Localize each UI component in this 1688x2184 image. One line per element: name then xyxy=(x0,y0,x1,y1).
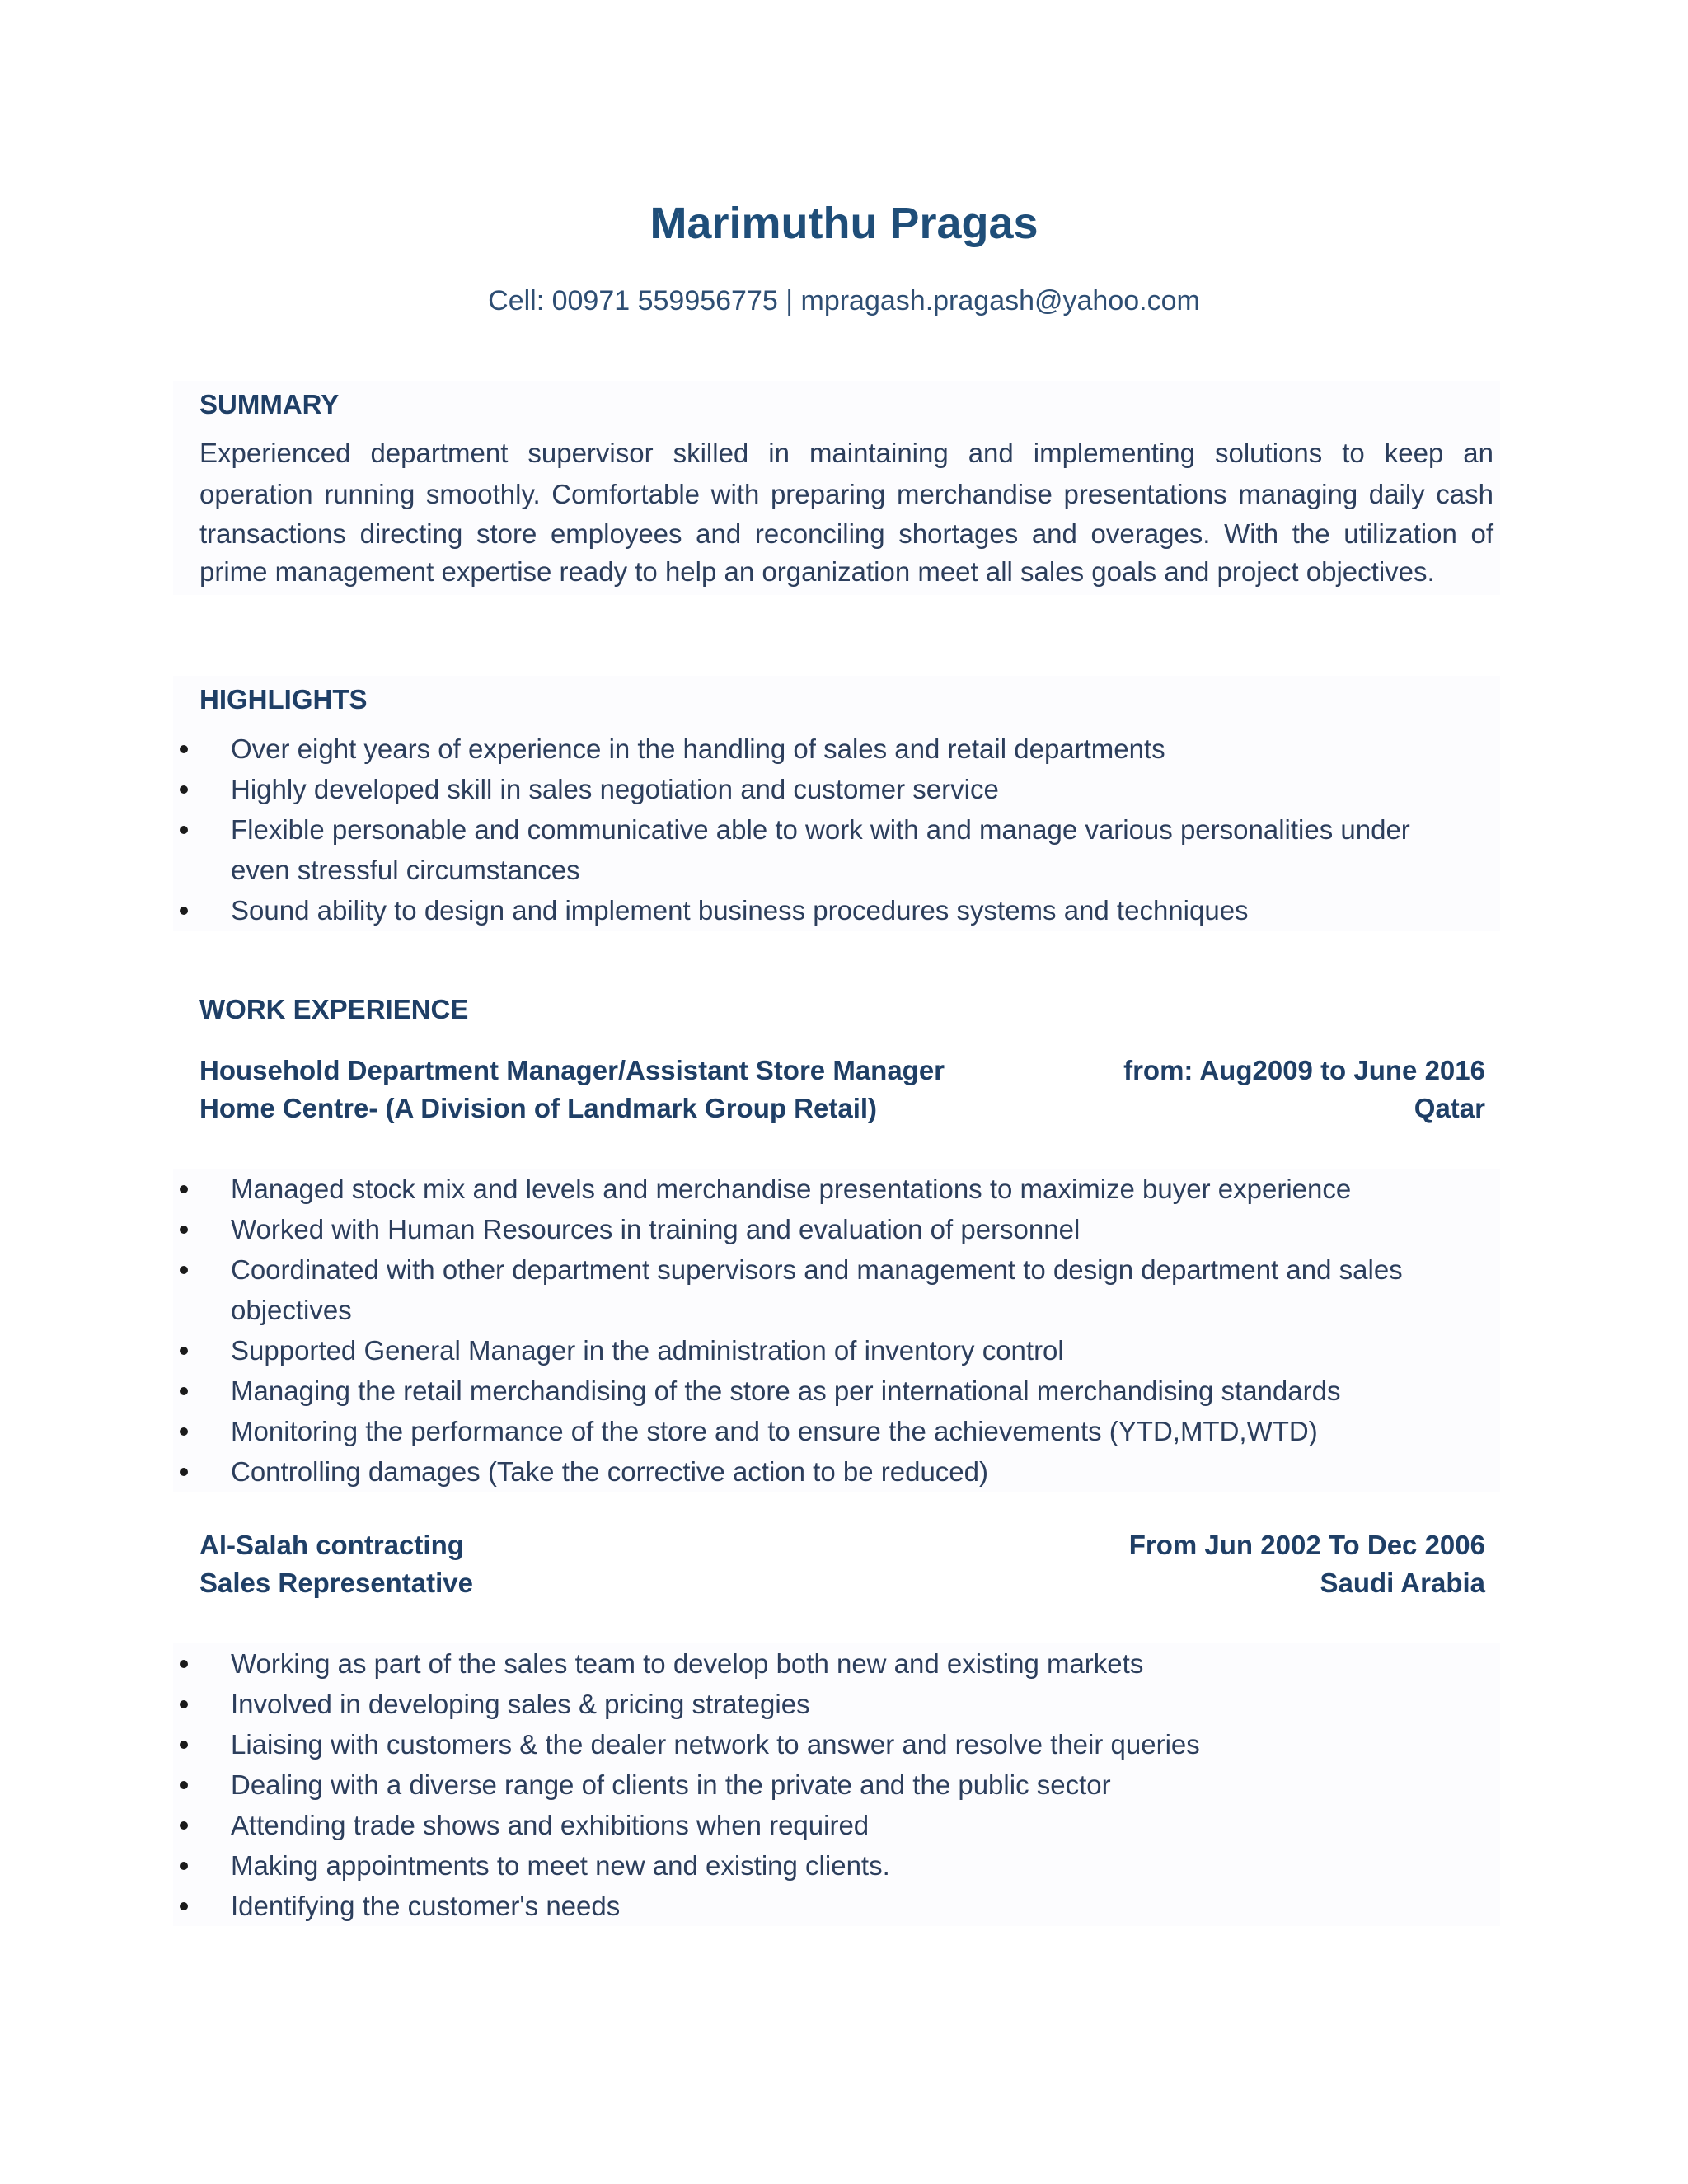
job-1-company-line xyxy=(199,1093,1485,1124)
list-item-text: Managed stock mix and levels and merchandise presentations to maximize buyer experience xyxy=(231,1174,1352,1204)
list-item-text: Dealing with a diverse range of clients in the private and the public sector xyxy=(231,1769,1111,1800)
list-item-text: objectives xyxy=(231,1295,352,1325)
list-item-text: Attending trade shows and exhibitions when required xyxy=(231,1810,870,1840)
job-company: Sales Representative xyxy=(199,1568,474,1598)
highlights-section xyxy=(173,676,1500,931)
list-item-continuation xyxy=(173,1290,1500,1330)
list-item xyxy=(173,1643,1500,1684)
job-location: Qatar xyxy=(1414,1093,1485,1123)
list-item-text: Managing the retail merchandising of the store as per international merchandising standards xyxy=(231,1376,1341,1406)
bullet-icon xyxy=(180,1700,188,1708)
list-item-text: Making appointments to meet new and existing clients. xyxy=(231,1850,890,1881)
list-item xyxy=(173,1169,1500,1209)
list-item-text: Worked with Human Resources in training and evaluation of personnel xyxy=(231,1214,1081,1244)
list-item-text: Supported General Manager in the administration of inventory control xyxy=(231,1335,1064,1366)
bullet-icon xyxy=(180,1902,188,1910)
list-item xyxy=(173,769,1500,809)
summary-line: transactions directing store employees and reconciling shortages and overages. With the utilization of xyxy=(199,518,1493,549)
list-item xyxy=(173,890,1500,930)
bullet-icon xyxy=(180,745,188,753)
list-item xyxy=(173,1845,1500,1886)
bullet-icon xyxy=(180,1347,188,1355)
list-item xyxy=(173,729,1500,769)
work-title: WORK EXPERIENCE xyxy=(199,994,469,1024)
work-section xyxy=(173,986,1500,1933)
job-1-role-line xyxy=(199,1055,1485,1086)
bullet-icon xyxy=(180,1266,188,1274)
list-item-text: Coordinated with other department supervisors and management to design department and sales xyxy=(231,1254,1403,1285)
list-item xyxy=(173,1765,1500,1805)
list-item-text: Over eight years of experience in the handling of sales and retail departments xyxy=(231,733,1165,764)
list-item xyxy=(173,1724,1500,1765)
list-item xyxy=(173,1684,1500,1724)
list-item-continuation xyxy=(173,850,1500,890)
list-item-text: even stressful circumstances xyxy=(231,855,580,885)
job-1-bullets xyxy=(173,1169,1500,1492)
list-item-text: Controlling damages (Take the corrective action to be reduced) xyxy=(231,1456,988,1487)
job-company: Home Centre- (A Division of Landmark Group Retail) xyxy=(199,1093,878,1123)
summary-line: Experienced department supervisor skilled in maintaining and implementing solutions to keep an xyxy=(199,438,1493,468)
bullet-icon xyxy=(180,1427,188,1436)
summary-line: operation running smoothly. Comfortable with preparing merchandise presentations managing daily cash xyxy=(199,479,1493,509)
bullet-icon xyxy=(180,826,188,834)
highlights-list xyxy=(173,729,1500,930)
summary-section xyxy=(173,381,1500,595)
list-item-text: Involved in developing sales & pricing strategies xyxy=(231,1689,810,1719)
summary-title: SUMMARY xyxy=(199,389,340,419)
bullet-icon xyxy=(180,785,188,794)
list-item xyxy=(173,1371,1500,1411)
list-item xyxy=(173,1249,1500,1290)
bullet-icon xyxy=(180,1185,188,1193)
bullet-icon xyxy=(180,1741,188,1749)
job-dates: from: Aug2009 to June 2016 xyxy=(1123,1055,1485,1085)
list-item xyxy=(173,1805,1500,1845)
candidate-name: Marimuthu Pragas xyxy=(649,199,1039,248)
bullet-icon xyxy=(180,1781,188,1789)
bullet-icon xyxy=(180,1660,188,1668)
contact-line: Cell: 00971 559956775 | mpragash.pragash@yahoo.com xyxy=(488,285,1200,316)
list-item-text: Liaising with customers & the dealer network to answer and resolve their queries xyxy=(231,1729,1200,1760)
job-2-role-line xyxy=(199,1530,1485,1561)
list-item xyxy=(173,1330,1500,1371)
list-item-text: Highly developed skill in sales negotiation and customer service xyxy=(231,774,999,804)
list-item-text: Working as part of the sales team to develop both new and existing markets xyxy=(231,1648,1144,1679)
bullet-icon xyxy=(180,1468,188,1476)
list-item xyxy=(173,1209,1500,1249)
list-item xyxy=(173,1411,1500,1451)
bullet-icon xyxy=(180,1862,188,1870)
job-2-company-line xyxy=(199,1568,1485,1599)
job-dates: From Jun 2002 To Dec 2006 xyxy=(1128,1530,1485,1560)
bullet-icon xyxy=(180,1821,188,1830)
bullet-icon xyxy=(180,907,188,915)
highlights-title: HIGHLIGHTS xyxy=(199,684,368,715)
list-item-text: Identifying the customer's needs xyxy=(231,1891,621,1921)
summary-line: prime management expertise ready to help an organization meet all sales goals and project objectives. xyxy=(199,556,1435,587)
bullet-icon xyxy=(180,1387,188,1395)
bullet-icon xyxy=(180,1226,188,1234)
list-item xyxy=(173,1451,1500,1492)
list-item-text: Sound ability to design and implement business procedures systems and techniques xyxy=(231,895,1249,926)
list-item xyxy=(173,1886,1500,1926)
list-item-text: Flexible personable and communicative able to work with and manage various personalities under xyxy=(231,814,1410,845)
list-item xyxy=(173,809,1500,850)
job-role: Household Department Manager/Assistant Store Manager xyxy=(199,1055,945,1085)
job-role: Al-Salah contracting xyxy=(199,1530,464,1560)
list-item-text: Monitoring the performance of the store and to ensure the achievements (YTD,MTD,WTD) xyxy=(231,1416,1318,1446)
job-2-bullets xyxy=(173,1643,1500,1926)
job-location: Saudi Arabia xyxy=(1320,1568,1485,1598)
